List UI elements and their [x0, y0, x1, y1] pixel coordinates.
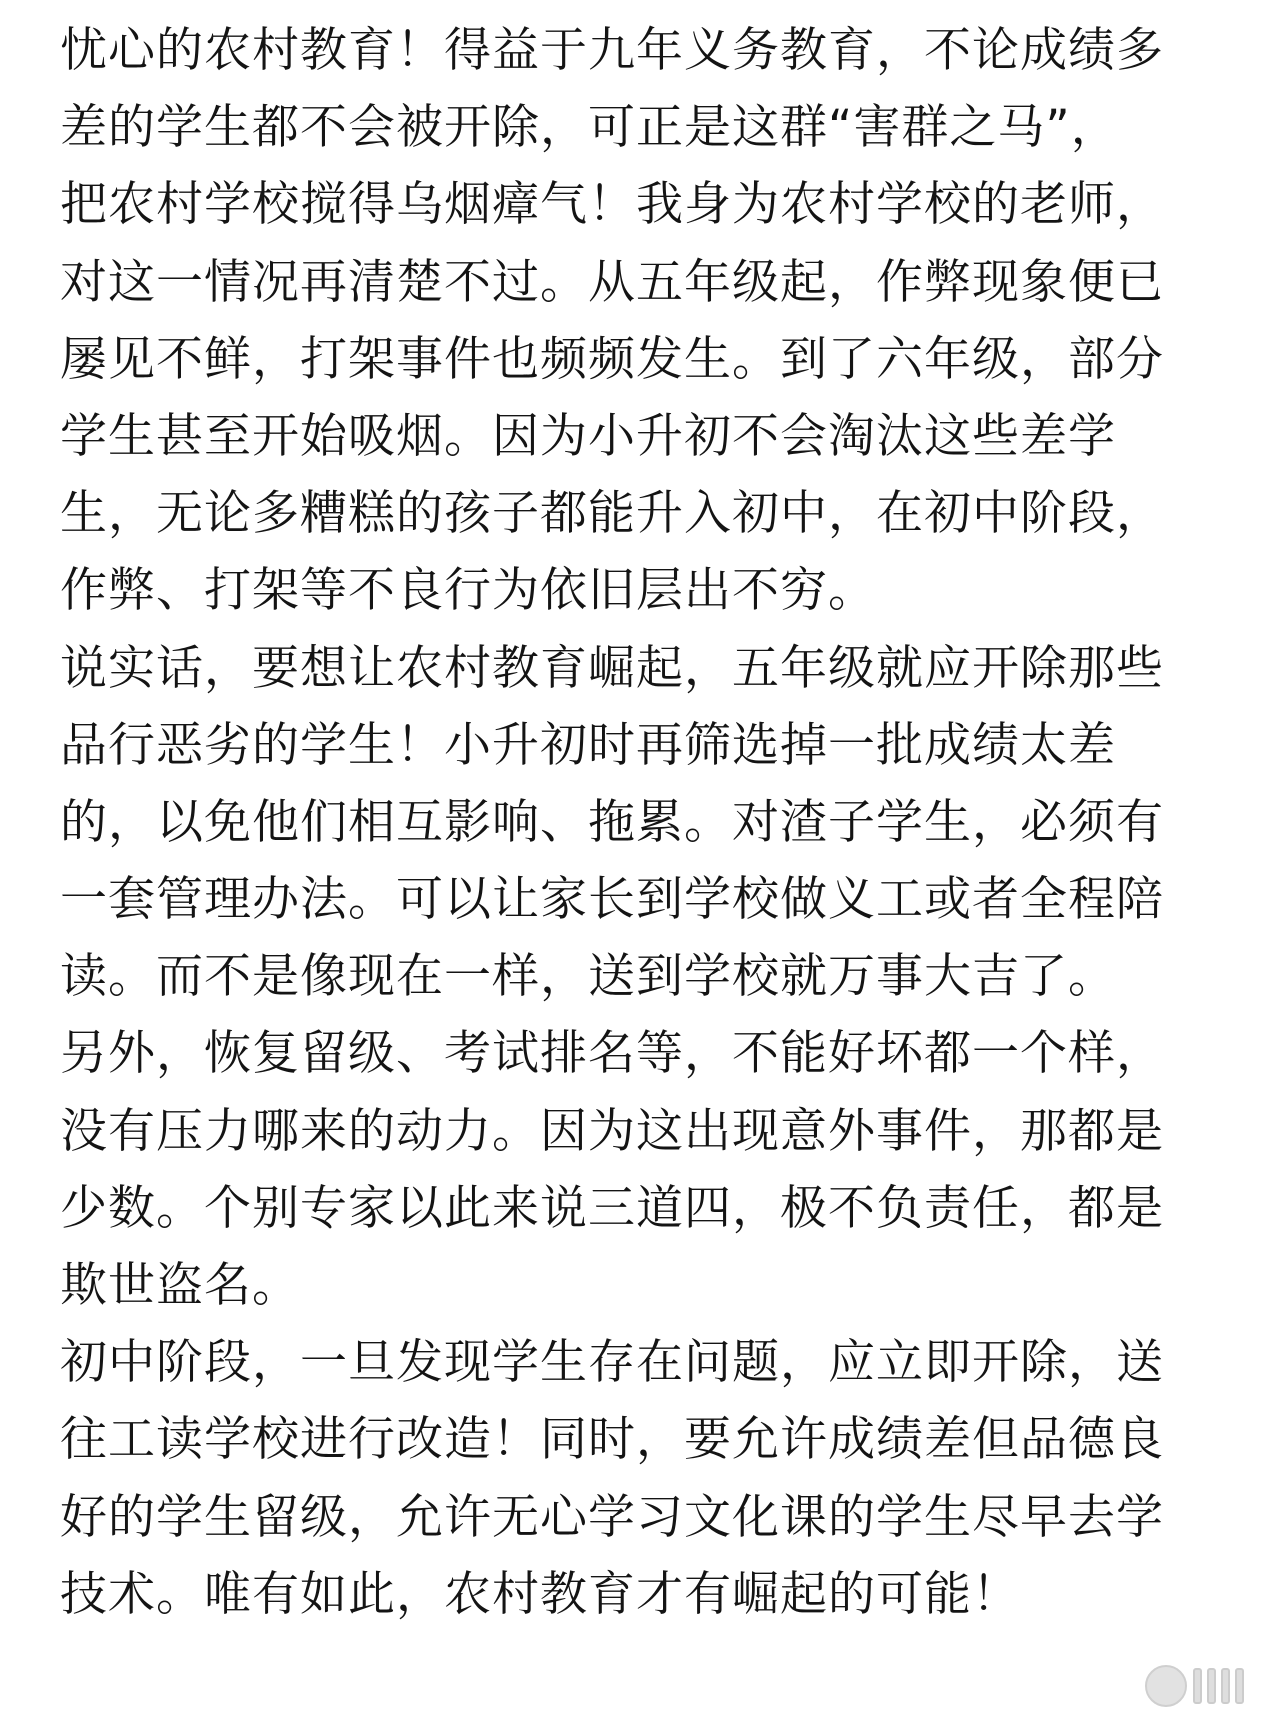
text-line: 生，无论多糟糕的孩子都能升入初中，在初中阶段，: [60, 486, 1164, 542]
text-line: 初中阶段，一旦发现学生存在问题，应立即开除，送: [60, 1335, 1164, 1391]
text-line: 一套管理办法。可以让家长到学校做义工或者全程陪: [60, 872, 1164, 928]
text-line: 往工读学校进行改造！同时，要允许成绩差但品德良: [60, 1412, 1164, 1468]
text-line: 另外，恢复留级、考试排名等，不能好坏都一个样，: [60, 1026, 1164, 1082]
watermark-logo-icon: [1145, 1665, 1244, 1707]
watermark-circle-icon: [1145, 1665, 1187, 1707]
text-line: 说实话，要想让农村教育崛起，五年级就应开除那些: [60, 640, 1164, 696]
watermark-bar: [1207, 1668, 1216, 1704]
text-line: 忧心的农村教育！得益于九年义务教育，不论成绩多: [60, 23, 1164, 78]
article-text: [60, 12, 1240, 1633]
text-line: 屡见不鲜，打架事件也频频发生。到了六年级，部分: [60, 331, 1164, 387]
watermark-bar: [1221, 1668, 1230, 1704]
watermark-bar: [1193, 1668, 1202, 1704]
text-line: 对这一情况再清楚不过。从五年级起，作弊现象便已: [60, 254, 1164, 310]
text-line: 作弊、打架等不良行为依旧层出不穷。: [60, 563, 876, 619]
text-line: 学生甚至开始吸烟。因为小升初不会淘汰这些差学: [60, 408, 1116, 464]
text-line: 欺世盗名。: [60, 1258, 300, 1313]
text-line: 少数。个别专家以此来说三道四，极不负责任，都是: [60, 1180, 1164, 1236]
watermark-bars-icon: [1193, 1668, 1244, 1704]
text-line: 没有压力哪来的动力。因为这出现意外事件，那都是: [60, 1103, 1164, 1159]
text-line: 的，以免他们相互影响、拖累。对渣子学生，必须有: [60, 794, 1164, 850]
text-line: 差的学生都不会被开除，可正是这群“害群之马”，: [60, 100, 1119, 156]
text-line: 好的学生留级，允许无心学习文化课的学生尽早去学: [60, 1489, 1164, 1545]
text-line: 读。而不是像现在一样，送到学校就万事大吉了。: [60, 949, 1116, 1005]
watermark-bar: [1235, 1668, 1244, 1704]
text-line: 技术。唯有如此，农村教育才有崛起的可能！: [60, 1566, 1020, 1622]
text-line: 品行恶劣的学生！小升初时再筛选掉一批成绩太差: [60, 717, 1116, 773]
text-line: 把农村学校搅得乌烟瘴气！我身为农村学校的老师，: [60, 177, 1164, 233]
